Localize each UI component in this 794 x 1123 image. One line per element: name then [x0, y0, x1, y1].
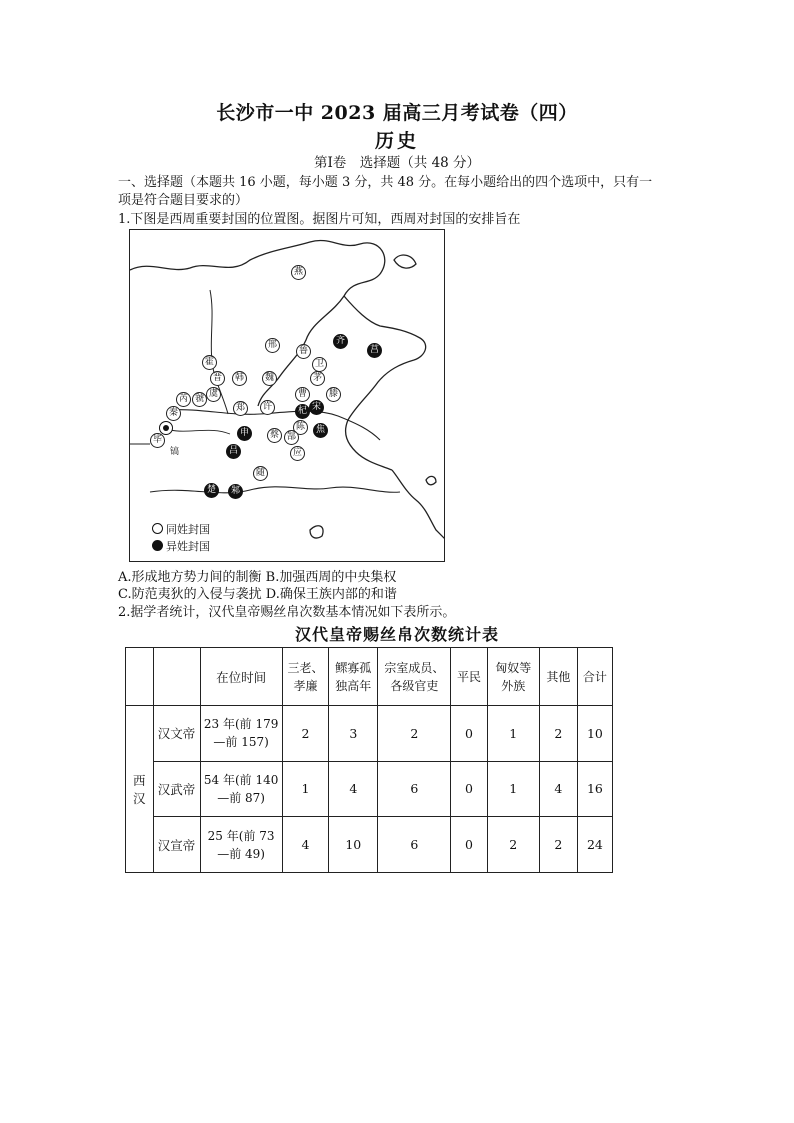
table-header-row — [126, 648, 613, 706]
silk-grant-table — [125, 647, 613, 873]
state-marker-same: 陈 — [293, 420, 308, 435]
header-cell-elders — [282, 648, 329, 706]
state-marker-same: 应 — [290, 446, 305, 461]
instructions-line-1: 一、选择题（本题共 16 小题，每小题 3 分，共 48 分。在每小题给出的四个选项中，只有一 — [118, 175, 653, 190]
state-marker-diff: 焦 — [313, 423, 328, 438]
value-cell: 16 — [577, 761, 612, 817]
reign-line2: —前 49) — [217, 846, 265, 861]
state-marker-same: 虢 — [192, 392, 207, 407]
value-cell: 2 — [539, 706, 577, 762]
question-1-options-ab: A.形成地方势力间的制衡 B.加强西周的中央集权 — [118, 570, 397, 585]
reign-cell — [200, 761, 282, 817]
value-cell: 6 — [378, 817, 451, 873]
header-cell-reign: 在位时间 — [200, 648, 282, 706]
value-cell: 24 — [577, 817, 612, 873]
header-elders-line1: 三老、 — [287, 660, 324, 675]
value-cell: 0 — [451, 817, 487, 873]
state-marker-diff: 杞 — [295, 404, 310, 419]
dynasty-char-1: 西 — [133, 773, 146, 788]
white-circle-icon — [152, 523, 163, 534]
header-cell-other: 其他 — [539, 648, 577, 706]
reign-line1: 23 年(前 179 — [203, 717, 279, 732]
question-2-stem: 2.据学者统计，汉代皇帝赐丝帛次数基本情况如下表所示。 — [118, 605, 456, 620]
header-foreign-line1: 匈奴等 — [495, 660, 532, 675]
header-widowed-line2: 独高年 — [335, 678, 372, 693]
value-cell: 1 — [487, 706, 539, 762]
reign-line2: —前 87) — [217, 790, 265, 805]
state-marker-diff: 莒 — [367, 343, 382, 358]
state-marker-same: 郜 — [284, 430, 299, 445]
value-cell: 1 — [487, 761, 539, 817]
state-marker-same: 霍 — [202, 355, 217, 370]
value-cell: 4 — [282, 817, 329, 873]
state-marker-same: 秦 — [166, 406, 181, 421]
state-marker-diff: 申 — [237, 426, 252, 441]
state-marker-same: 许 — [260, 400, 275, 415]
reign-line2: —前 157) — [213, 735, 269, 750]
header-cell-empty — [153, 648, 200, 706]
section-heading: 第Ⅰ卷 选择题（共 48 分） — [313, 155, 481, 171]
legend-row-same — [152, 520, 210, 537]
state-marker-diff: 邾 — [228, 484, 243, 499]
instructions-line-2: 项是符合题目要求的） — [118, 193, 249, 208]
header-cell-foreign — [487, 648, 539, 706]
table-row — [126, 761, 613, 817]
emperor-cell: 汉武帝 — [153, 761, 200, 817]
table-row — [126, 706, 613, 762]
reign-line1: 54 年(前 140 — [203, 772, 279, 787]
legend-row-diff — [152, 537, 210, 554]
dynasty-cell — [126, 706, 154, 873]
state-marker-same: 魏 — [262, 371, 277, 386]
value-cell: 10 — [577, 706, 612, 762]
capital-marker — [159, 421, 173, 435]
value-cell: 2 — [487, 817, 539, 873]
value-cell: 1 — [282, 761, 329, 817]
value-cell: 2 — [539, 817, 577, 873]
state-marker-diff: 齐 — [333, 334, 348, 349]
state-marker-same: 郑 — [233, 401, 248, 416]
page-title: 长沙市一中 2023 届高三月考试卷（四） — [216, 102, 578, 124]
header-officials-line1: 宗室成员、 — [384, 660, 445, 675]
value-cell: 2 — [378, 706, 451, 762]
state-marker-same: 邢 — [265, 338, 280, 353]
black-circle-icon — [152, 540, 163, 551]
value-cell: 10 — [329, 817, 378, 873]
legend-label-same: 同姓封国 — [166, 522, 210, 536]
value-cell: 4 — [539, 761, 577, 817]
value-cell: 0 — [451, 706, 487, 762]
dynasty-char-2: 汉 — [133, 791, 146, 806]
header-cell-total: 合计 — [577, 648, 612, 706]
question-1-stem: 1.下图是西周重要封国的位置图。据图片可知，西周对封国的安排旨在 — [118, 212, 521, 227]
table-title: 汉代皇帝赐丝帛次数统计表 — [294, 625, 499, 644]
value-cell: 0 — [451, 761, 487, 817]
header-cell-widowed — [329, 648, 378, 706]
western-zhou-fiefdom-map — [129, 229, 445, 562]
header-cell-officials — [378, 648, 451, 706]
state-marker-same: 韩 — [232, 371, 247, 386]
header-foreign-line2: 外族 — [501, 678, 526, 693]
value-cell: 2 — [282, 706, 329, 762]
header-widowed-line1: 鳏寡孤 — [335, 660, 372, 675]
header-officials-line2: 各级官吏 — [390, 678, 439, 693]
reign-cell — [200, 817, 282, 873]
reign-cell — [200, 706, 282, 762]
state-marker-same: 虞 — [206, 387, 221, 402]
state-marker-same: 鲁 — [296, 344, 311, 359]
header-cell-commoners: 平民 — [451, 648, 487, 706]
state-marker-diff: 宋 — [309, 400, 324, 415]
value-cell: 4 — [329, 761, 378, 817]
state-marker-same: 卫 — [312, 357, 327, 372]
header-elders-line2: 孝廉 — [293, 678, 318, 693]
emperor-cell: 汉宣帝 — [153, 817, 200, 873]
subject-title: 历史 — [374, 130, 419, 152]
emperor-cell: 汉文帝 — [153, 706, 200, 762]
state-marker-same: 茅 — [310, 371, 325, 386]
state-marker-same: 蔡 — [267, 428, 282, 443]
question-1-options-cd: C.防范夷狄的入侵与袭扰 D.确保王族内部的和谐 — [118, 587, 397, 602]
header-cell-empty — [126, 648, 154, 706]
state-marker-same: 晋 — [210, 371, 225, 386]
value-cell: 3 — [329, 706, 378, 762]
state-marker-same: 芮 — [176, 392, 191, 407]
table-row — [126, 817, 613, 873]
state-marker-diff: 吕 — [226, 444, 241, 459]
state-marker-same: 毕 — [150, 433, 165, 448]
reign-line1: 25 年(前 73 — [207, 828, 275, 843]
state-marker-same: 滕 — [326, 387, 341, 402]
state-marker-same: 曹 — [295, 387, 310, 402]
state-marker-diff: 楚 — [204, 483, 219, 498]
map-legend — [152, 520, 210, 554]
value-cell: 6 — [378, 761, 451, 817]
state-marker-same: 燕 — [291, 265, 306, 280]
capital-label: 镐 — [170, 447, 180, 457]
legend-label-diff: 异姓封国 — [166, 539, 210, 553]
state-marker-same: 随 — [253, 466, 268, 481]
